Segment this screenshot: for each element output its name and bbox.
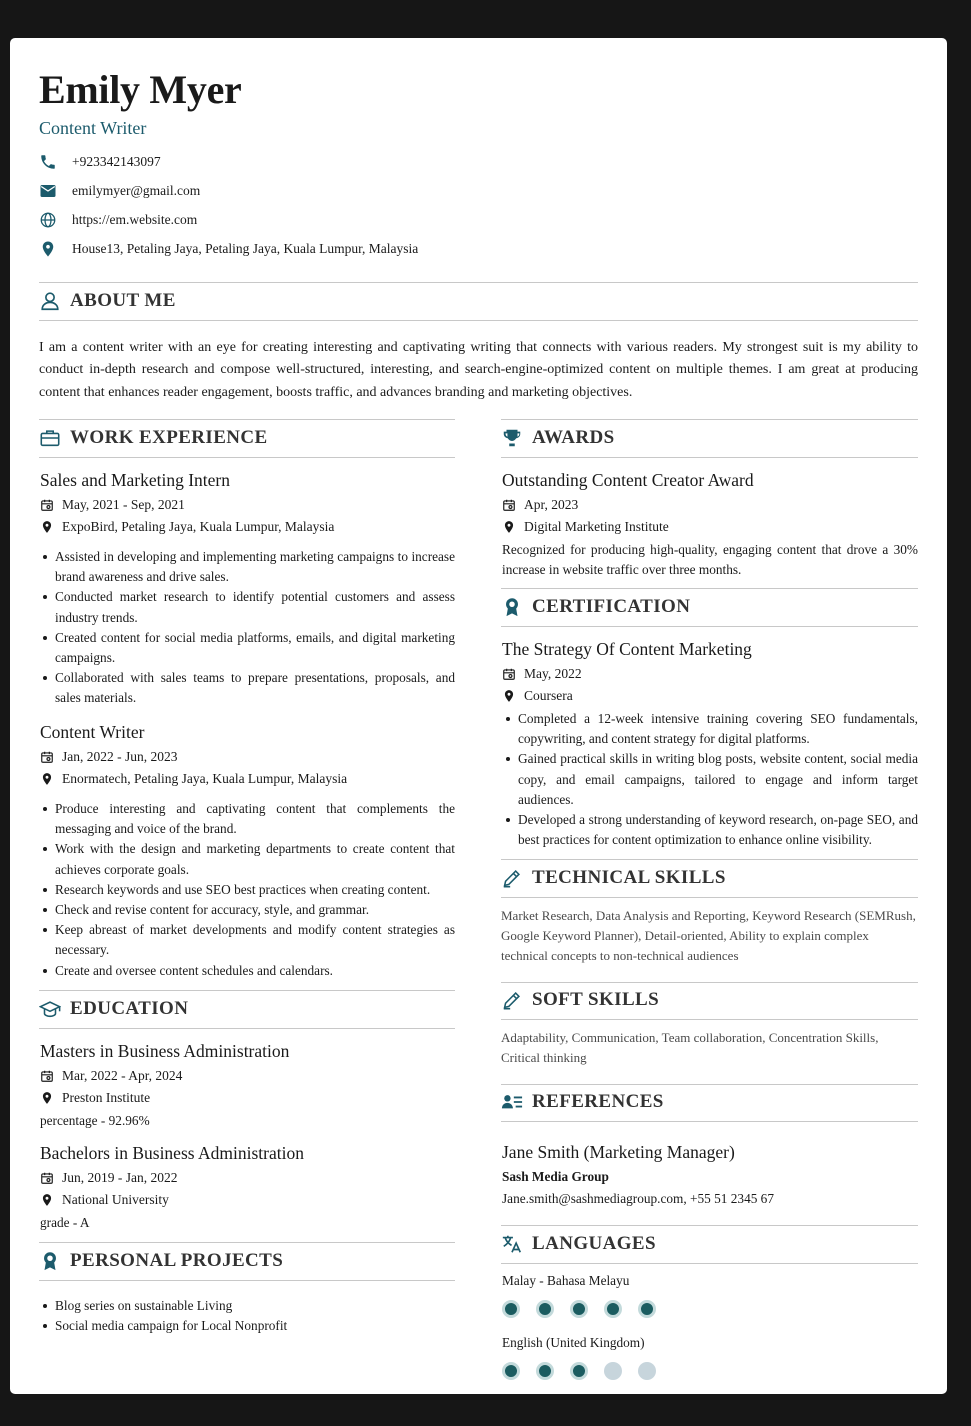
degree-title: Masters in Business Administration	[40, 1041, 290, 1061]
calendar-icon	[502, 498, 516, 512]
certification-bullets	[502, 709, 918, 850]
list-item: Conducted market research to identify potential customers and assess industry trends.	[39, 587, 455, 627]
section-title: LANGUAGES	[532, 1233, 656, 1254]
location-pin-icon	[40, 520, 54, 534]
job-title: Content Writer	[40, 722, 145, 742]
certification-issuer	[502, 687, 573, 705]
section-title: WORK EXPERIENCE	[70, 427, 268, 448]
list-item: Create and oversee content schedules and calendars.	[39, 961, 455, 981]
language-name: English (United Kingdom)	[502, 1335, 645, 1350]
list-item: Collaborated with sales teams to prepare presentations, proposals, and sales materials.	[39, 668, 455, 708]
language-name: Malay - Bahasa Melayu	[502, 1273, 630, 1288]
level-dot-filled	[536, 1362, 554, 1380]
list-item: Work with the design and marketing departments to create content that achieves corporate goals.	[39, 839, 455, 879]
divider	[39, 1280, 455, 1281]
contact-email	[39, 181, 200, 201]
divider	[39, 1028, 455, 1029]
certification-issuer-text: Coursera	[524, 688, 573, 703]
location-pin-icon	[502, 689, 516, 703]
section-heading-references	[501, 1089, 664, 1115]
job-place	[40, 518, 334, 536]
candidate-role: Content Writer	[39, 118, 147, 138]
divider	[501, 897, 918, 898]
section-heading-languages	[501, 1231, 656, 1257]
candidate-name: Emily Myer	[39, 67, 242, 112]
contact-list-icon	[501, 1091, 523, 1113]
section-title: ABOUT ME	[70, 290, 176, 311]
user-icon	[39, 290, 61, 312]
certification-title: The Strategy Of Content Marketing	[502, 639, 752, 659]
award-issuer-text: Digital Marketing Institute	[524, 519, 669, 534]
soft-skills-text: Adaptability, Communication, Team collaboration, Concentration Skills, Critical thinking	[501, 1030, 879, 1066]
job-title: Sales and Marketing Intern	[40, 470, 231, 490]
section-title: TECHNICAL SKILLS	[532, 867, 726, 888]
location-pin-icon	[40, 1193, 54, 1207]
list-item: Blog series on sustainable Living	[39, 1296, 455, 1316]
section-title: REFERENCES	[532, 1091, 664, 1112]
degree-note: percentage - 92.96%	[40, 1113, 150, 1128]
medal-icon	[39, 1250, 61, 1272]
briefcase-icon	[39, 427, 61, 449]
list-item: Assisted in developing and implementing marketing campaigns to increase brand awareness and drive sales.	[39, 547, 455, 587]
section-heading-soft-skills	[501, 987, 659, 1013]
calendar-icon	[502, 667, 516, 681]
mail-icon	[39, 182, 57, 200]
certification-date-text: May, 2022	[524, 666, 582, 681]
list-item: Completed a 12-week intensive training covering SEO fundamentals, copywriting, and content strategy for digital platforms.	[502, 709, 918, 749]
level-dot-filled	[638, 1300, 656, 1318]
divider	[39, 282, 918, 283]
degree-dates-text: Jun, 2019 - Jan, 2022	[62, 1170, 178, 1185]
divider	[501, 859, 918, 860]
pencil-icon	[501, 989, 523, 1011]
section-title: PERSONAL PROJECTS	[70, 1250, 284, 1271]
list-item: Keep abreast of market developments and modify content strategies as necessary.	[39, 920, 455, 960]
divider	[39, 419, 455, 420]
award-date-text: Apr, 2023	[524, 497, 579, 512]
reference-name: Jane Smith (Marketing Manager)	[502, 1142, 735, 1162]
degree-school-text: National University	[62, 1192, 169, 1207]
divider	[39, 990, 455, 991]
phone-icon	[39, 153, 57, 171]
degree-school	[40, 1089, 150, 1107]
job-place	[40, 770, 347, 788]
job-place-text: Enormatech, Petaling Jaya, Kuala Lumpur, Malaysia	[62, 771, 348, 786]
list-item: Social media campaign for Local Nonprofit	[39, 1316, 455, 1336]
contact-address	[39, 239, 418, 259]
technical-skills-text: Market Research, Data Analysis and Reporting, Keyword Research (SEMRush, Google Keyword Planner), Detail-oriented, Ability to explain complex technical concepts to non-technical audiences	[501, 908, 916, 964]
job-dates-text: May, 2021 - Sep, 2021	[62, 497, 185, 512]
calendar-icon	[40, 1069, 54, 1083]
section-heading-technical-skills	[501, 865, 726, 891]
section-heading-education	[39, 996, 188, 1022]
language-level	[502, 1300, 672, 1318]
calendar-icon	[40, 1171, 54, 1185]
divider	[501, 982, 918, 983]
section-title: AWARDS	[532, 427, 615, 448]
trophy-icon	[501, 427, 523, 449]
language-level	[502, 1362, 672, 1380]
section-heading-projects	[39, 1248, 283, 1274]
level-dot-filled	[570, 1362, 588, 1380]
address-text: House13, Petaling Jaya, Petaling Jaya, Kuala Lumpur, Malaysia	[72, 241, 419, 256]
level-dot-empty	[638, 1362, 656, 1380]
graduation-cap-icon	[39, 998, 61, 1020]
section-title: EDUCATION	[70, 998, 189, 1019]
job-dates	[40, 496, 185, 514]
location-pin-icon	[40, 1091, 54, 1105]
list-item: Gained practical skills in writing blog posts, website content, social media copy, and email campaigns, tailored to engage and inform target audiences.	[502, 749, 918, 810]
certification-date	[502, 665, 582, 683]
award-description: Recognized for producing high-quality, engaging content that drove a 30% increase in website traffic over three months.	[502, 542, 918, 578]
degree-dates-text: Mar, 2022 - Apr, 2024	[62, 1068, 183, 1083]
award-title: Outstanding Content Creator Award	[502, 470, 754, 490]
reference-company: Sash Media Group	[502, 1169, 609, 1184]
divider	[501, 457, 918, 458]
translate-icon	[501, 1233, 523, 1255]
divider	[501, 1084, 918, 1085]
list-item: Created content for social media platforms, emails, and digital marketing campaigns.	[39, 628, 455, 668]
section-heading-work	[39, 425, 268, 451]
degree-note: grade - A	[40, 1215, 90, 1230]
level-dot-empty	[604, 1362, 622, 1380]
email-text[interactable]: emilymyer@gmail.com	[72, 183, 201, 198]
divider	[501, 419, 918, 420]
job-place-text: ExpoBird, Petaling Jaya, Kuala Lumpur, Malaysia	[62, 519, 335, 534]
section-heading-awards	[501, 425, 615, 451]
calendar-icon	[40, 498, 54, 512]
phone-text[interactable]: +923342143097	[72, 154, 161, 169]
level-dot-filled	[502, 1300, 520, 1318]
divider	[39, 1242, 455, 1243]
medal-icon	[501, 596, 523, 618]
section-title: CERTIFICATION	[532, 596, 691, 617]
list-item: Produce interesting and captivating content that complements the messaging and voice of the brand.	[39, 799, 455, 839]
section-heading-about	[39, 288, 176, 314]
divider	[501, 588, 918, 589]
degree-title: Bachelors in Business Administration	[40, 1143, 304, 1163]
list-item: Research keywords and use SEO best practices when creating content.	[39, 880, 455, 900]
resume-page	[10, 38, 947, 1394]
website-text[interactable]: https://em.website.com	[72, 212, 198, 227]
level-dot-filled	[536, 1300, 554, 1318]
location-pin-icon	[40, 772, 54, 786]
divider	[501, 1019, 918, 1020]
degree-dates	[40, 1169, 178, 1187]
level-dot-filled	[570, 1300, 588, 1318]
divider	[39, 320, 918, 321]
divider	[501, 1225, 918, 1226]
location-pin-icon	[502, 520, 516, 534]
divider	[501, 626, 918, 627]
globe-icon	[39, 211, 57, 229]
section-title: SOFT SKILLS	[532, 989, 660, 1010]
award-issuer	[502, 518, 669, 536]
award-date	[502, 496, 578, 514]
level-dot-filled	[604, 1300, 622, 1318]
list-item: Check and revise content for accuracy, style, and grammar.	[39, 900, 455, 920]
contact-website	[39, 210, 197, 230]
divider	[501, 1121, 918, 1122]
reference-contact: Jane.smith@sashmediagroup.com, +55 51 2345 67	[502, 1191, 774, 1206]
job-bullets	[39, 547, 455, 709]
project-list	[39, 1296, 455, 1336]
level-dot-filled	[502, 1362, 520, 1380]
degree-dates	[40, 1067, 182, 1085]
divider	[501, 1263, 918, 1264]
job-dates-text: Jan, 2022 - Jun, 2023	[62, 749, 178, 764]
contact-phone	[39, 152, 161, 172]
location-pin-icon	[39, 240, 57, 258]
about-text: I am a content writer with an eye for creating interesting and captivating writing that connects with various readers. My strongest suit is my ability to conduct in-depth research and compose well-structured, interesting, and search-engine-optimized content on multiple themes. I am great at producing content that enhances reader engagement, boosts traffic, and advances branding and marketing objectives.	[39, 340, 918, 400]
job-dates	[40, 748, 178, 766]
pencil-icon	[501, 867, 523, 889]
degree-school	[40, 1191, 169, 1209]
list-item: Developed a strong understanding of keyword research, on-page SEO, and best practices for content optimization to enhance online visibility.	[502, 810, 918, 850]
calendar-icon	[40, 750, 54, 764]
job-bullets	[39, 799, 455, 981]
divider	[39, 457, 455, 458]
degree-school-text: Preston Institute	[62, 1090, 151, 1105]
section-heading-certification	[501, 594, 690, 620]
